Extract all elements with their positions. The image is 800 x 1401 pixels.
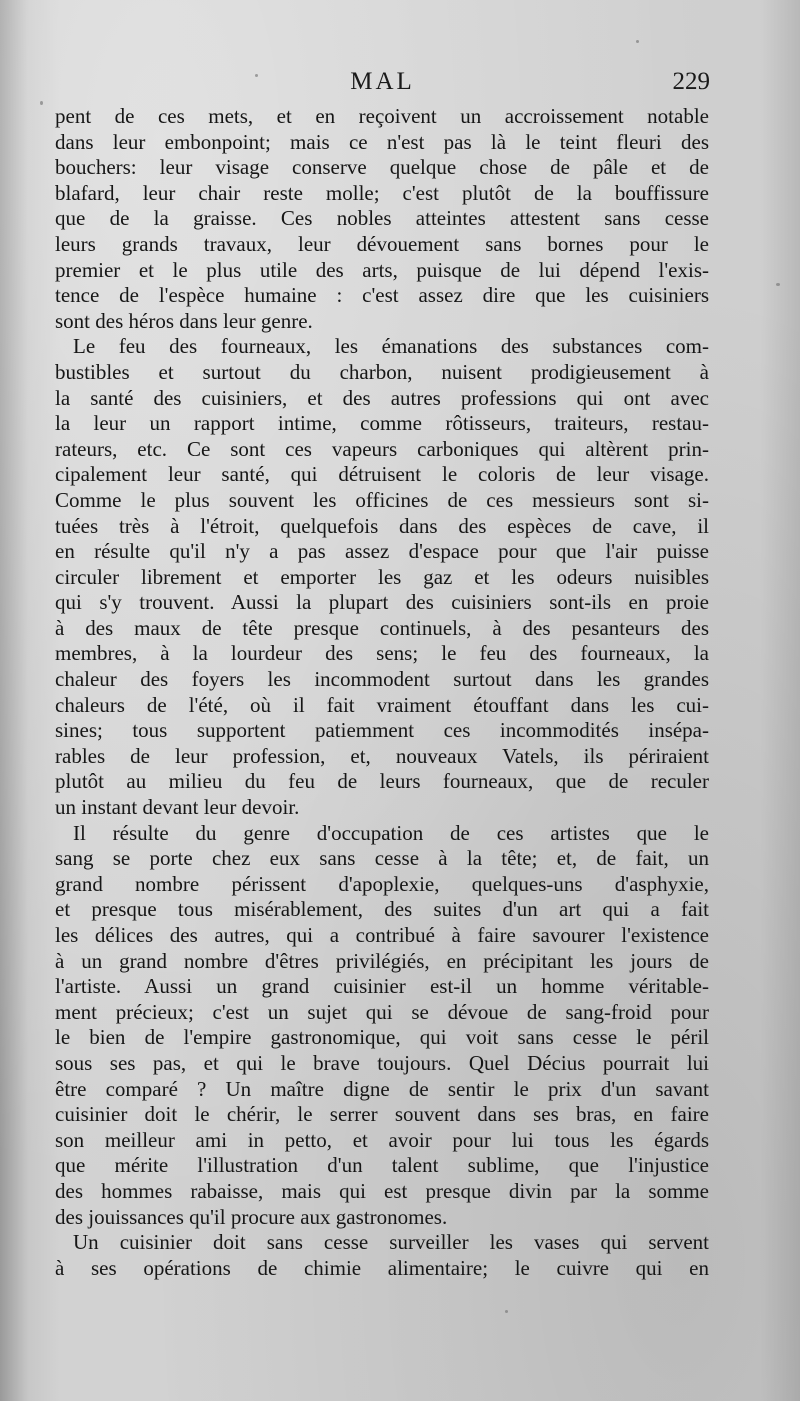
text-line: premier et le plus utile des arts, puisque de lui dépend l'exis- xyxy=(55,257,709,282)
text-line: circuler librement et emporter les gaz et les odeurs nuisibles xyxy=(55,564,709,589)
text-line: sines; tous supportent patiemment ces incommodités insépa- xyxy=(55,718,709,743)
text-line: les délices des autres, qui a contribué à faire savourer l'existence xyxy=(55,923,709,947)
text-line: l'artiste. Aussi un grand cuisinier est-il un homme véritable- xyxy=(55,974,709,999)
text-line: sous ses pas, et qui le brave toujours. Quel Décius pourrait lui xyxy=(55,1050,709,1075)
text-line: rateurs, etc. Ce sont ces vapeurs carboniques qui altèrent prin- xyxy=(55,436,709,461)
text-line: tuées très à l'étroit, quelquefois dans des espèces de cave, il xyxy=(55,513,709,538)
paragraph-end-line: sont des héros dans leur genre. xyxy=(55,308,313,333)
paper-speck xyxy=(40,101,43,105)
paragraph-start-line: Il résulte du genre d'occupation de ces artistes que le xyxy=(73,820,709,845)
text-line: et presque tous misérablement, des suites d'un art qui a fait xyxy=(55,897,709,922)
text-line: qui s'y trouvent. Aussi la plupart des cuisiniers sont-ils en proie xyxy=(55,590,709,615)
text-line: que mérite l'illustration d'un talent sublime, que l'injustice xyxy=(55,1153,709,1178)
text-line: blafard, leur chair reste molle; c'est plutôt de la bouffissure xyxy=(55,180,709,205)
text-line: en résulte qu'il n'y a pas assez d'espace pour que l'air puisse xyxy=(55,539,709,564)
text-line: grand nombre périssent d'apoplexie, quelques-uns d'asphyxie, xyxy=(55,871,709,896)
text-line: membres, à la lourdeur des sens; le feu des fourneaux, la xyxy=(55,641,709,666)
paragraph-end-line: un instant devant leur devoir. xyxy=(55,795,300,820)
paper-speck xyxy=(636,40,639,43)
text-line: à des maux de tête presque continuels, à des pesanteurs des xyxy=(55,615,709,640)
text-line: bustibles et surtout du charbon, nuisent prodigieusement à xyxy=(55,359,709,384)
running-title: MAL xyxy=(350,68,415,95)
text-line: à ses opérations de chimie alimentaire; le cuivre qui en xyxy=(55,1255,709,1280)
text-line: cuisinier doit le chérir, le serrer souvent dans ses bras, en faire xyxy=(55,1102,709,1127)
text-line: chaleurs de l'été, où il fait vraiment étouffant dans les cui- xyxy=(55,692,709,717)
text-line: sang se porte chez eux sans cesse à la tête; et, de fait, un xyxy=(55,846,709,871)
text-line: bouchers: leur visage conserve quelque chose de pâle et de xyxy=(55,155,709,180)
running-head xyxy=(55,68,710,102)
text-line: cipalement leur santé, qui détruisent le coloris de leur visage. xyxy=(55,462,709,487)
paragraph-start-line: Le feu des fourneaux, les émanations des substances com- xyxy=(73,334,709,359)
text-line: tence de l'espèce humaine : c'est assez dire que les cuisiniers xyxy=(55,283,709,308)
text-line: à un grand nombre d'êtres privilégiés, en précipitant les jours de xyxy=(55,948,709,973)
text-line: que de la graisse. Ces nobles atteintes attestent sans cesse xyxy=(55,206,709,231)
text-line: son meilleur ami in petto, et avoir pour lui tous les égards xyxy=(55,1127,709,1152)
text-line: le bien de l'empire gastronomique, qui voit sans cesse le péril xyxy=(55,1025,709,1050)
text-line: leurs grands travaux, leur dévouement sans bornes pour le xyxy=(55,231,709,256)
body-text xyxy=(55,104,709,1281)
text-line: pent de ces mets, et en reçoivent un accroissement notable xyxy=(55,104,709,128)
text-line: dans leur embonpoint; mais ce n'est pas là le teint fleuri des xyxy=(55,129,709,154)
paragraph-start-line: Un cuisinier doit sans cesse surveiller les vases qui servent xyxy=(73,1230,709,1255)
text-line: des hommes rabaisse, mais qui est presque divin par la somme xyxy=(55,1178,709,1203)
text-line: Comme le plus souvent les officines de ces messieurs sont si- xyxy=(55,487,709,512)
paper-speck xyxy=(776,283,780,286)
text-line: être comparé ? Un maître digne de sentir le prix d'un savant xyxy=(55,1076,709,1101)
text-line: la leur un rapport intime, comme rôtisseurs, traiteurs, restau- xyxy=(55,411,709,436)
text-line: plutôt au milieu du feu de leurs fourneaux, que de reculer xyxy=(55,769,709,794)
text-line: ment précieux; c'est un sujet qui se dévoue de sang-froid pour xyxy=(55,999,709,1024)
text-line: rables de leur profession, et, nouveaux Vatels, ils périraient xyxy=(55,743,709,768)
page-number: 229 xyxy=(672,68,710,95)
paragraph-end-line: des jouissances qu'il procure aux gastronomes. xyxy=(55,1204,448,1229)
paper-speck xyxy=(505,1310,508,1313)
paper-speck xyxy=(255,74,258,77)
text-line: la santé des cuisiniers, et des autres professions qui ont avec xyxy=(55,385,709,410)
text-line: chaleur des foyers les incommodent surtout dans les grandes xyxy=(55,667,709,692)
